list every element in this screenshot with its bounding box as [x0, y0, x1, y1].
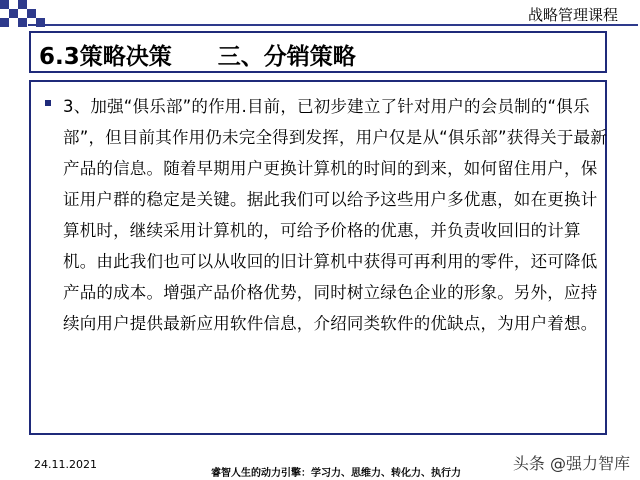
- slide-body-box: [29, 80, 607, 435]
- body-paragraph: 3、加强“俱乐部”的作用.目前，已初步建立了针对用户的会员制的“俱乐部”，但目前其作用仍未完全得到发挥，用户仅是从“俱乐部”获得关于最新产品的信息。随着早期用户更换计算机的时间的到来，如何留住用户，保证用户群的稳定是关键。据此我们可以给予这些用户多优惠，如在更换计算机时，继续采用计算机的，可给予价格的优惠，并负责收回旧的计算机。由此我们也可以从收回的旧计算机中获得可再利用的零件，还可降低产品的成本。增强产品价格优势，同时树立绿色企业的形象。另外，应持续向用户提供最新应用软件信息，介绍同类软件的优缺点，为用户着想。: [63, 97, 607, 333]
- square-bullet-icon: [45, 100, 51, 106]
- slide-title-box: [29, 31, 607, 73]
- source-watermark: 头条 @强力智库: [512, 454, 630, 473]
- course-title: 战略管理课程: [527, 6, 618, 24]
- header-divider: [28, 24, 638, 26]
- footer-slogan: 睿智人生的动力引擎：学习力、思维力、转化力、执行力: [211, 468, 461, 479]
- slide-title: 6.3策略决策 三、分销策略: [39, 44, 356, 70]
- footer-date: 24.11.2021: [34, 458, 97, 471]
